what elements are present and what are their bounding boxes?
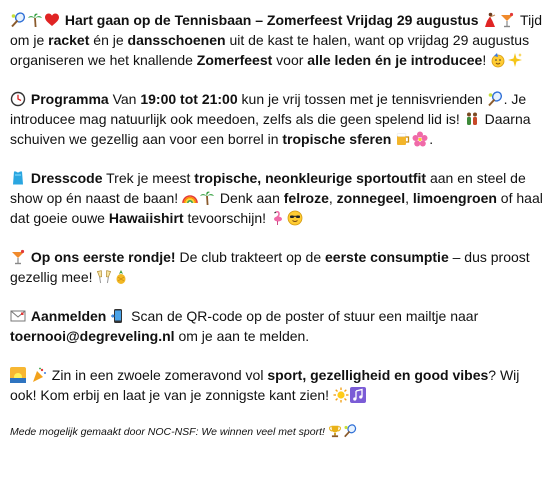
hibiscus-icon: [412, 131, 428, 147]
paragraph-intro: Hart gaan op de Tennisbaan – Zomerfeest Vrijdag 29 augustus Tijd om je racket én je dansschoenen uit de kast te halen, want op vrijdag 29 augustus organiseren we het knallende Zomerfeest voor alle leden én je introducee!: [10, 12, 543, 68]
palm-tree-icon: [27, 12, 43, 28]
tennis-racket-icon: [343, 424, 357, 438]
sparkles-icon: [507, 52, 523, 68]
email-address: toernooi@degreveling.nl: [10, 328, 175, 344]
champagne-icon: [96, 269, 112, 285]
tennis-racket-icon: [487, 91, 503, 107]
party-face-icon: [490, 52, 506, 68]
flamingo-icon: [270, 210, 286, 226]
clock-icon: [10, 91, 26, 107]
dancer-icon: [482, 12, 498, 28]
tennis-racket-icon: [10, 12, 26, 28]
paragraph-aanmelden: Aanmelden Scan de QR-code op de poster of stuur een mailtje naar toernooi@degreveling.nl om je aan te melden.: [10, 308, 479, 344]
aanmelden-title: Aanmelden: [30, 308, 107, 324]
rondje-title: Op ons eerste rondje!: [30, 249, 176, 265]
sunset-icon: [10, 367, 26, 383]
programma-title: Programma: [30, 91, 109, 107]
sunglasses-face-icon: [287, 210, 303, 226]
paragraph-rondje: Op ons eerste rondje! De club trakteert op de eerste consumptie – dus proost gezellig mee!: [10, 249, 530, 285]
phone-icon: [110, 308, 126, 324]
intro-title: Hart gaan op de Tennisbaan – Zomerfeest Vrijdag 29 augustus: [64, 12, 479, 28]
music-notes-icon: [350, 387, 366, 403]
rainbow-icon: [182, 190, 198, 206]
confetti-icon: [31, 367, 47, 383]
dresscode-title: Dresscode: [30, 170, 103, 186]
trophy-icon: [328, 424, 342, 438]
heart-icon: [44, 12, 60, 28]
paragraph-dresscode: Dresscode Trek je meest tropische, neonkleurige sportoutfit aan en steel de show op én naast de baan! Denk aan felroze, zonnegeel, limoengroen of haal dat goeie ouwe Hawaiishirt tevoorschijn!: [10, 170, 543, 226]
cocktail-icon: [499, 12, 515, 28]
envelope-icon: [10, 308, 26, 324]
palm-tree-icon: [199, 190, 215, 206]
cocktail-icon: [10, 249, 26, 265]
paragraph-programma: Programma Van 19:00 tot 21:00 kun je vrij tossen met je tennisvrienden . Je introducee mag natuurlijk ook meedoen, zelfs als die geen spelend lid is! Daarna schuiven we gezellig aan voor een borrel in tropische sferen .: [10, 91, 531, 147]
people-icon: [464, 111, 480, 127]
shirt-icon: [10, 170, 26, 186]
footer-text: Mede mogelijk gemaakt door NOC-NSF: We winnen veel met sport!: [10, 426, 325, 438]
beer-icon: [395, 131, 411, 147]
paragraph-closing: Zin in een zwoele zomeravond vol sport, gezelligheid en good vibes? Wij ook! Kom erbij en laat je van je zonnigste kant zien!: [10, 367, 520, 403]
sun-icon: [333, 387, 349, 403]
pineapple-icon: [113, 269, 129, 285]
paragraph-footer: [10, 422, 549, 442]
